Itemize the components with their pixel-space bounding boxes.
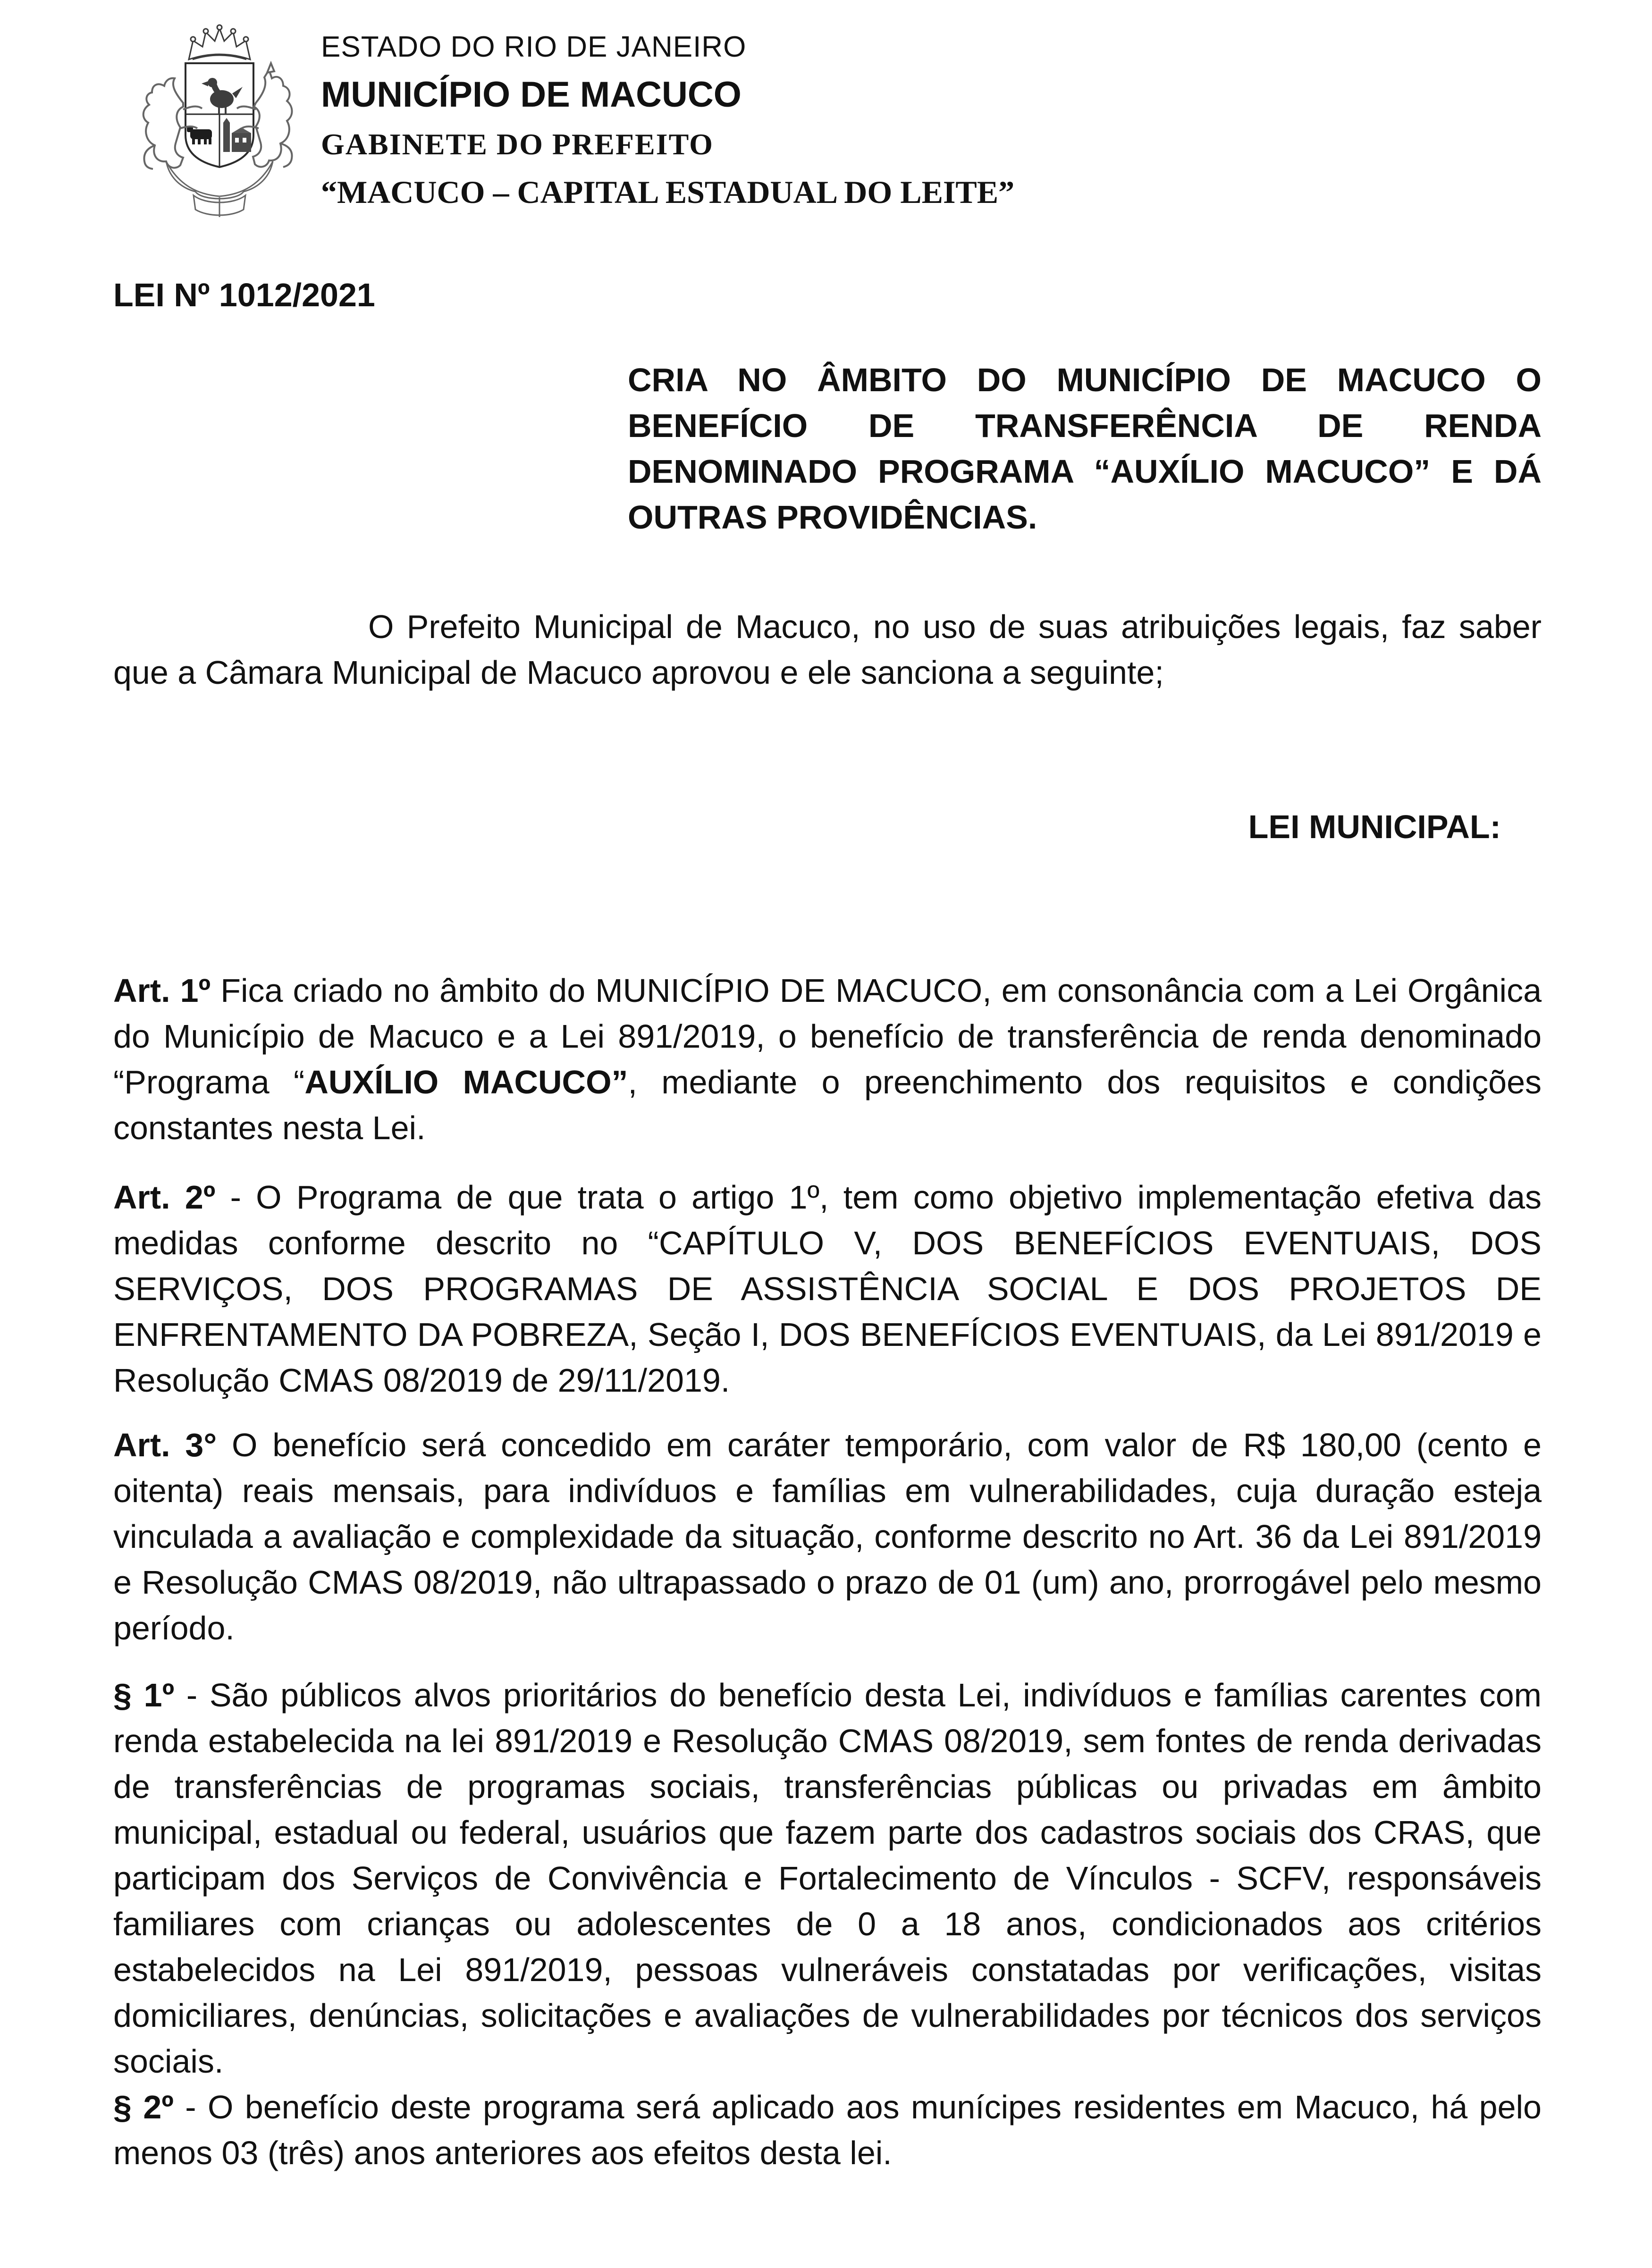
municipality-name: MUNICÍPIO DE MACUCO [321,75,742,115]
paragraph-2 [113,2084,1542,2176]
article-1-number: Art. 1º [113,972,211,1009]
ornament-scroll [166,161,273,217]
city-motto: “MACUCO – CAPITAL ESTADUAL DO LEITE” [321,174,1015,210]
coat-of-arms-graphic [127,22,312,225]
preamble: O Prefeito Municipal de Macuco, no uso de suas atribuições legais, faz saber que a Câmara Municipal de Macuco aprovou e ele sanciona a seguinte; [113,608,1542,691]
paragraph-1-text: - São públicos alvos prioritários do benefício desta Lei, indivíduos e famílias carentes com renda estabelecida na lei 891/2019 e Resolução CMAS 08/2019, sem fontes de renda derivadas de transferências de programas sociais, transferências públicas ou privadas em âmbito municipal, estadual ou federal, usuários que fazem parte dos cadastros sociais dos CRAS, que participam dos Serviços de Convivência e Fortalecimento de Vínculos - SCFV, responsáveis familiares com crianças ou adolescentes de 0 a 18 anos, condicionados aos critérios estabelecidos na Lei 891/2019, pessoas vulneráveis constatadas por verificações, visitas domiciliares, denúncias, solicitações e avaliações de vulnerabilidades por técnicos dos serviços sociais. [113,1677,1542,2080]
article-2-text: - O Programa de que trata o artigo 1º, tem como objetivo implementação efetiva das medidas conforme descrito no “CAPÍTULO V, DOS BENEFÍCIOS EVENTUAIS, DOS SERVIÇOS, DOS PROGRAMAS DE ASSISTÊNCIA SOCIAL E DOS PROJETOS DE ENFRENTAMENTO DA POBREZA, Seção I, DOS BENEFÍCIOS EVENTUAIS, da Lei 891/2019 e Resolução CMAS 08/2019 de 29/11/2019. [113,1179,1542,1399]
paragraph-1 [113,1672,1542,2084]
letterhead-text [321,22,1014,210]
article-1-program-name: AUXÍLIO MACUCO” [304,1064,628,1100]
epigraph: CRIA NO ÂMBITO DO MUNICÍPIO DE MACUCO O BENEFÍCIO DE TRANSFERÊNCIA DE RENDA DENOMINADO PROGRAMA “AUXÍLIO MACUCO” E DÁ OUTRAS PROVIDÊNCIAS. [628,361,1542,536]
paragraph-2-number: § 2º [113,2089,174,2125]
article-3-number: Art. 3° [113,1427,217,1463]
law-number: LEI Nº 1012/2021 [113,277,375,313]
office-name: GABINETE DO PREFEITO [321,127,714,161]
law-body [113,272,1542,2176]
article-2-number: Art. 2º [113,1179,216,1216]
article-3 [113,1422,1542,1651]
municipal-coat-of-arms [127,22,312,225]
section-title: LEI MUNICIPAL: [1248,808,1501,845]
article-2 [113,1175,1542,1403]
article-1 [113,968,1542,1151]
article-1-text-b: , mediante o preenchimento dos requisitos e condições constantes nesta Lei. [113,1064,1542,1146]
state-name: ESTADO DO RIO DE JANEIRO [321,31,747,63]
crown [189,25,250,59]
article-1-text-a: Fica criado no âmbito do MUNICÍPIO DE MACUCO, em consonância com a Lei Orgânica do Município de Macuco e a Lei 891/2019, o benefício de transferência de renda denominado “Programa “ [113,972,1542,1100]
paragraph-2-text: - O benefício deste programa será aplicado aos munícipes residentes em Macuco, há pelo menos 03 (três) anos anteriores aos efeitos desta lei. [113,2089,1542,2171]
letterhead [0,0,1652,225]
article-3-text: O benefício será concedido em caráter temporário, com valor de R$ 180,00 (cento e oitenta) reais mensais, para indivíduos e famílias em vulnerabilidades, cuja duração esteja vinculada a avaliação e complexidade da situação, conforme descrito no Art. 36 da Lei 891/2019 e Resolução CMAS 08/2019, não ultrapassado o prazo de 01 (um) ano, prorrogável pelo mesmo período. [113,1427,1542,1646]
shield [185,63,253,167]
paragraph-1-number: § 1º [113,1677,175,1714]
